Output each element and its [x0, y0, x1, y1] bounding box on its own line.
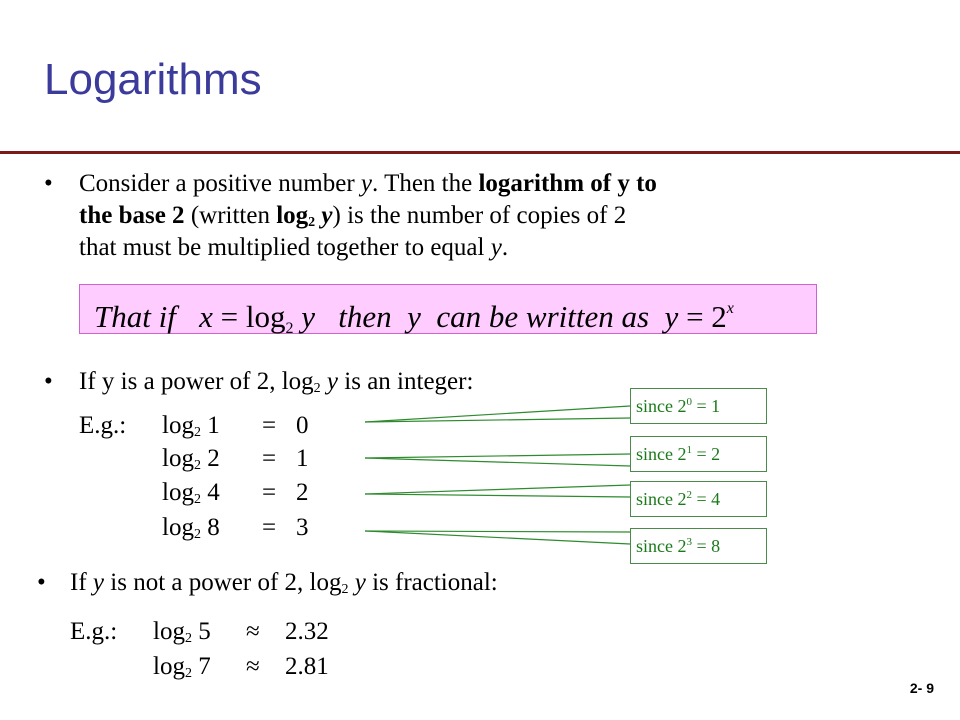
- since-exponent: 3: [686, 536, 692, 548]
- p1-text-2f: ) is the number of copies of 2: [332, 202, 627, 229]
- since-box: [630, 388, 767, 424]
- example-base: 2: [193, 425, 201, 440]
- since-box: [630, 528, 767, 564]
- p3-text-f: is fractional:: [365, 569, 498, 596]
- formula-equals: =: [212, 299, 246, 334]
- p3-text-c: is not a power of 2, log: [104, 569, 342, 596]
- connector-line: [365, 458, 630, 466]
- p3-log-base: 2: [341, 582, 349, 597]
- since-text: since 2: [636, 489, 687, 509]
- example-log: log: [162, 412, 194, 439]
- connector-line: [365, 494, 630, 497]
- example-equals: =: [262, 514, 277, 541]
- since-exponent: 1: [686, 444, 692, 456]
- p2-log-arg: y: [320, 368, 339, 395]
- connector-line: [365, 485, 630, 494]
- frac-value: 2.81: [285, 653, 329, 680]
- connector-line: [365, 531, 630, 544]
- example-value: 3: [296, 514, 309, 541]
- paragraph-3: [70, 567, 498, 599]
- p1-text-3a: that must be multiplied together to equal: [79, 234, 491, 261]
- frac-arg: 7: [191, 653, 211, 680]
- p1-log-base: 2: [308, 215, 316, 230]
- slide-number: 2- 9: [909, 680, 934, 696]
- bullet-1: •: [44, 170, 53, 197]
- since-text: since 2: [636, 396, 687, 416]
- p1-text-1a: Consider a positive number: [79, 170, 361, 197]
- p3-var-y: y: [92, 569, 105, 596]
- p2-text-a: If y is a power of 2, log: [79, 368, 314, 395]
- eg-label-2: E.g.:: [70, 618, 118, 645]
- example-value: 2: [296, 479, 309, 506]
- since-box: [630, 436, 767, 472]
- frac-arg: 5: [191, 618, 211, 645]
- approx-symbol: ≈: [246, 653, 260, 680]
- since-box: [630, 481, 767, 517]
- p1-bold-1d: logarithm of y to: [478, 170, 657, 197]
- eg-label-1: E.g.:: [79, 412, 127, 439]
- frac-base: 2: [184, 631, 192, 646]
- bullet-2: •: [44, 368, 53, 395]
- example-arg: 2: [200, 445, 220, 472]
- slide-title: Logarithms: [44, 55, 262, 104]
- p1-log: log: [276, 202, 309, 229]
- frac-example-row: [153, 617, 211, 647]
- p2-log-base: 2: [313, 381, 321, 396]
- connector-line: [365, 531, 630, 532]
- p3-log-arg: y: [348, 569, 366, 596]
- p1-var-y-2: y: [490, 234, 502, 261]
- p1-text-1c: . Then the: [372, 170, 479, 197]
- frac-base: 2: [184, 666, 192, 681]
- bullet-3: •: [37, 569, 46, 596]
- formula-y: y: [407, 299, 421, 334]
- since-result: = 4: [691, 489, 721, 509]
- since-result: = 1: [691, 396, 721, 416]
- example-equals: =: [262, 445, 277, 472]
- since-exponent: 0: [686, 396, 692, 408]
- example-equals: =: [262, 412, 277, 439]
- formula-that-if: That if: [94, 299, 176, 334]
- frac-value: 2.32: [285, 618, 329, 645]
- frac-log: log: [153, 653, 185, 680]
- example-value: 1: [296, 445, 309, 472]
- approx-symbol: ≈: [246, 618, 260, 645]
- since-result: = 8: [691, 536, 721, 556]
- example-base: 2: [193, 527, 201, 542]
- example-log: log: [162, 479, 194, 506]
- example-base: 2: [193, 458, 201, 473]
- since-text: since 2: [636, 536, 687, 556]
- formula-log: log: [245, 299, 286, 334]
- p1-bold-2a: the base 2: [79, 202, 185, 229]
- example-log: log: [162, 445, 194, 472]
- connector-line: [365, 454, 630, 458]
- frac-example-row: [153, 652, 211, 682]
- example-arg: 4: [200, 479, 220, 506]
- p3-text-a: If: [70, 569, 93, 596]
- example-log: log: [162, 514, 194, 541]
- frac-log: log: [153, 618, 185, 645]
- formula-exponent: x: [726, 300, 734, 317]
- example-value: 0: [296, 412, 309, 439]
- since-exponent: 2: [686, 489, 692, 501]
- p1-text-3c: .: [501, 234, 509, 261]
- p1-var-y: y: [360, 170, 373, 197]
- formula-log-base: 2: [285, 320, 294, 337]
- example-arg: 1: [200, 412, 220, 439]
- example-arg: 8: [200, 514, 220, 541]
- formula-can-be-written: can be written as: [436, 299, 650, 334]
- formula-log-arg: y: [293, 299, 315, 334]
- formula-x: x: [199, 299, 213, 334]
- p1-text-2b: (written: [184, 202, 277, 229]
- example-equals: =: [262, 479, 277, 506]
- formula-y-2: y: [664, 299, 679, 334]
- formula-then: then: [338, 299, 392, 334]
- since-text: since 2: [636, 444, 687, 464]
- formula-two: = 2: [678, 299, 727, 334]
- p1-log-arg: y: [315, 202, 333, 229]
- p2-text-d: is an integer:: [338, 368, 474, 395]
- example-base: 2: [193, 492, 201, 507]
- since-result: = 2: [691, 444, 721, 464]
